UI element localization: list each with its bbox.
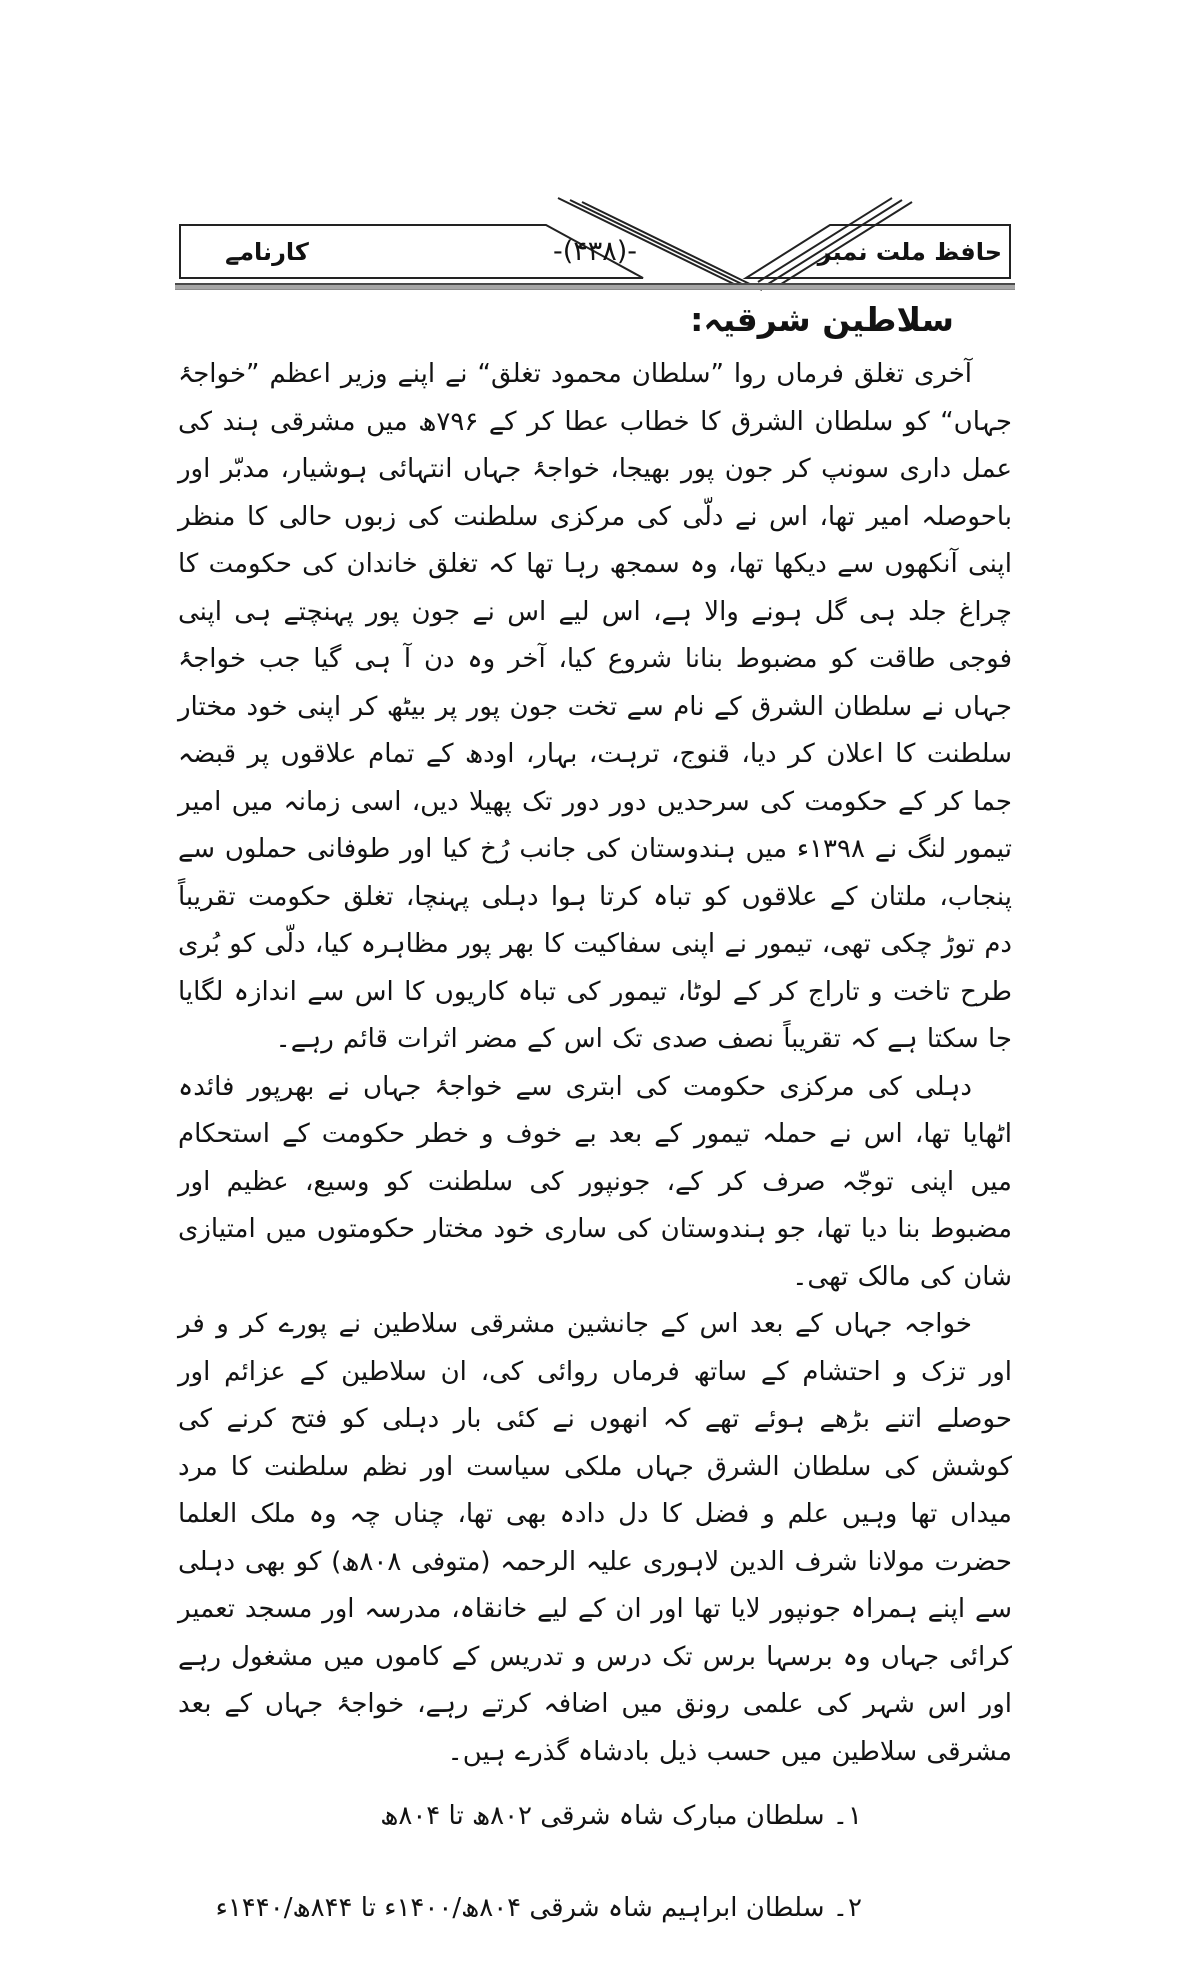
page-header bbox=[178, 220, 1012, 284]
list-item: ۲۔ سلطان ابراہیم شاہ شرقی ۸۰۴ھ/۱۴۰۰ء تا ۸۴۴ھ/۱۴۴۰ء bbox=[215, 1893, 862, 1923]
section-heading: سلاطین شرقیہ: bbox=[690, 300, 954, 339]
header-divider bbox=[175, 283, 1015, 290]
header-series-box bbox=[744, 224, 1012, 280]
header-section-box bbox=[178, 224, 798, 280]
header-series-title: حافظ ملت نمبر bbox=[817, 238, 1002, 266]
paragraph: آخری تغلق فرماں روا ”سلطان محمود تغلق“ نے اپنے وزیر اعظم ”خواجۂ جہاں“ کو سلطان الشرق کا خطاب عطا کر کے ۷۹۶ھ میں مشرقی ہند کی عمل داری سونپ کر جون پور بھیجا، خواجۂ جہاں انتہائی ہوشیار، مدبّر اور باحوصلہ امیر تھا، اس نے دلّی کی مرکزی سلطنت کی زبوں حالی کا منظر اپنی آنکھوں سے دیکھا تھا، وہ سمجھ رہا تھا کہ تغلق خاندان کی حکومت کا چراغ جلد ہی گل ہونے والا ہے، اس لیے اس نے جون پور پہنچتے ہی اپنی فوجی طاقت کو مضبوط بنانا شروع کیا، آخر وہ دن آ ہی گیا جب خواجۂ جہاں نے سلطان الشرق کے نام سے تخت جون پور پر بیٹھ کر اپنی خود مختار سلطنت کا اعلان کر دیا، قنوج، ترہت، بہار، اودھ کے تمام علاقوں پر قبضہ جما کر کے حکومت کی سرحدیں دور دور تک پھیلا دیں، اسی زمانہ میں امیر تیمور لنگ نے ۱۳۹۸ء میں ہندوستان کی جانب رُخ کیا اور طوفانی حملوں سے پنجاب، ملتان کے علاقوں کو تباہ کرتا ہوا دہلی پہنچا، تغلق حکومت تقریباً دم توڑ چکی تھی، تیمور نے اپنی سفاکیت کا بھر پور مظاہرہ کیا، دلّی کو بُری طرح تاخت و تاراج کر کے لوٹا، تیمور کی تباہ کاریوں کا اس سے اندازہ لگایا جا سکتا ہے کہ تقریباً نصف صدی تک اس کے مضر اثرات قائم رہے۔ bbox=[178, 359, 1013, 1054]
kings-list bbox=[178, 1792, 1012, 1932]
paragraph: خواجہ جہاں کے بعد اس کے جانشین مشرقی سلاطین نے پورے کر و فر اور تزک و احتشام کے ساتھ فرماں روائی کی، ان سلاطین کے عزائم اور حوصلے اتنے بڑھے ہوئے تھے کہ انھوں نے کئی بار دہلی کو فتح کرنے کی کوشش کی سلطان الشرق جہاں ملکی سیاست اور نظم سلطنت کا مرد میداں تھا وہیں علم و فضل کا دل دادہ بھی تھا، چناں چہ وہ ملک العلما حضرت مولانا شرف الدین لاہوری علیہ الرحمہ (متوفی ۸۰۸ھ) کو بھی دہلی سے اپنے ہمراہ جونپور لایا تھا اور ان کے لیے خانقاہ، مدرسہ اور مسجد تعمیر کرائی جہاں وہ برسہا برس تک درس و تدریس کے کاموں میں مشغول رہے اور اس شہر کی علمی رونق میں اضافہ کرتے رہے، خواجۂ جہاں کے بعد مشرقی سلاطین میں حسب ذیل بادشاہ گذرے ہیں۔ bbox=[178, 1309, 1012, 1767]
page-number: -(۴۳۸)- bbox=[552, 236, 638, 267]
page-body bbox=[178, 294, 1012, 1976]
header-section-title: کارنامے bbox=[225, 238, 309, 266]
list-item: ۱۔ سلطان مبارک شاہ شرقی ۸۰۲ھ تا ۸۰۴ھ bbox=[380, 1801, 862, 1831]
paragraph: دہلی کی مرکزی حکومت کی ابتری سے خواجۂ جہاں نے بھرپور فائدہ اٹھایا تھا، اس نے حملہ تیمور کے بعد بے خوف و خطر حکومت کے استحکام میں اپنی توجّہ صرف کر کے، جونپور کی سلطنت کو وسیع، عظیم اور مضبوط بنا دیا تھا، جو ہندوستان کی ساری خود مختار حکومتوں میں امتیازی شان کی مالک تھی۔ bbox=[178, 1071, 1012, 1292]
